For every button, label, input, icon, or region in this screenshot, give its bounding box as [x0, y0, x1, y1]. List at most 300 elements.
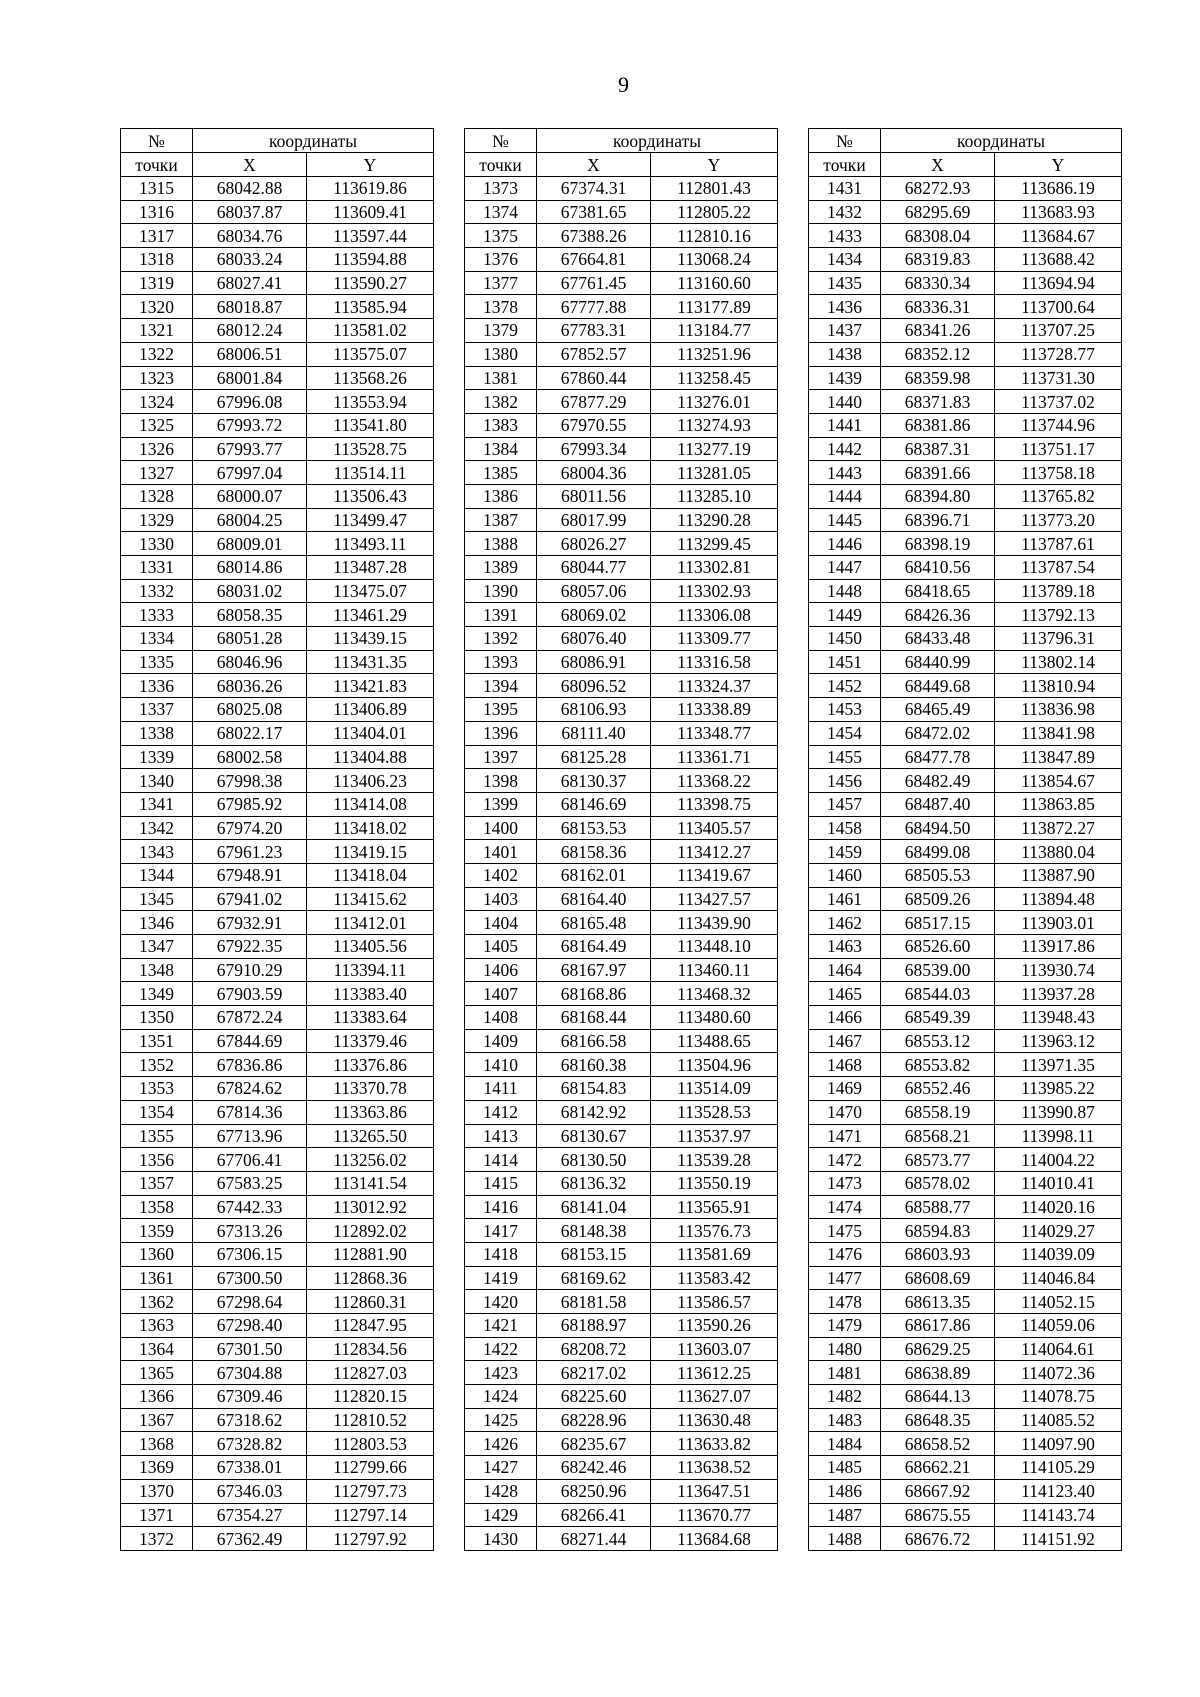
y-value: 113539.28 — [651, 1148, 778, 1172]
y-value: 113412.01 — [307, 911, 434, 935]
point-number: 1355 — [121, 1124, 193, 1148]
y-value: 113439.90 — [651, 911, 778, 935]
y-value: 113880.04 — [995, 840, 1122, 864]
x-value: 67761.45 — [537, 271, 651, 295]
point-number: 1368 — [121, 1432, 193, 1456]
y-value: 113480.60 — [651, 1006, 778, 1030]
y-value: 113415.62 — [307, 887, 434, 911]
y-value: 114151.92 — [995, 1527, 1122, 1551]
table-row — [465, 390, 778, 414]
table-row — [121, 556, 434, 580]
table-row — [465, 1006, 778, 1030]
x-value: 68017.99 — [537, 508, 651, 532]
point-number-header: № — [465, 129, 537, 153]
x-value: 68036.26 — [193, 674, 307, 698]
table-row — [465, 721, 778, 745]
y-value: 113985.22 — [995, 1077, 1122, 1101]
table-row — [809, 1408, 1122, 1432]
x-value: 67922.35 — [193, 935, 307, 959]
x-value: 67442.33 — [193, 1195, 307, 1219]
x-value: 68046.96 — [193, 650, 307, 674]
y-value: 113487.28 — [307, 556, 434, 580]
y-value: 113404.01 — [307, 721, 434, 745]
point-number: 1427 — [465, 1456, 537, 1480]
table-row — [809, 958, 1122, 982]
x-header: X — [881, 153, 995, 177]
point-number: 1485 — [809, 1456, 881, 1480]
table-row — [121, 200, 434, 224]
y-value: 113841.98 — [995, 721, 1122, 745]
point-number: 1453 — [809, 698, 881, 722]
x-value: 67304.88 — [193, 1361, 307, 1385]
table-row — [121, 177, 434, 201]
x-value: 68552.46 — [881, 1077, 995, 1101]
point-number: 1450 — [809, 627, 881, 651]
x-header: X — [193, 153, 307, 177]
point-number: 1392 — [465, 627, 537, 651]
point-number: 1328 — [121, 484, 193, 508]
x-value: 67932.91 — [193, 911, 307, 935]
point-number: 1317 — [121, 224, 193, 248]
y-value: 113583.42 — [651, 1266, 778, 1290]
header-row — [121, 153, 434, 177]
y-value: 113383.64 — [307, 1006, 434, 1030]
table-row — [465, 1456, 778, 1480]
y-value: 114064.61 — [995, 1337, 1122, 1361]
x-value: 68111.40 — [537, 721, 651, 745]
x-value: 67910.29 — [193, 958, 307, 982]
point-number: 1408 — [465, 1006, 537, 1030]
point-number: 1471 — [809, 1124, 881, 1148]
table-row — [121, 579, 434, 603]
y-value: 114059.06 — [995, 1314, 1122, 1338]
point-number: 1480 — [809, 1337, 881, 1361]
x-value: 67313.26 — [193, 1219, 307, 1243]
table-row — [465, 982, 778, 1006]
x-value: 68433.48 — [881, 627, 995, 651]
x-value: 67985.92 — [193, 792, 307, 816]
table-row — [809, 1100, 1122, 1124]
table-row — [121, 1408, 434, 1432]
x-value: 67824.62 — [193, 1077, 307, 1101]
x-value: 67993.72 — [193, 413, 307, 437]
x-value: 68130.50 — [537, 1148, 651, 1172]
x-value: 68044.77 — [537, 556, 651, 580]
table-row — [465, 1029, 778, 1053]
point-number: 1331 — [121, 556, 193, 580]
point-number: 1464 — [809, 958, 881, 982]
y-value: 113475.07 — [307, 579, 434, 603]
x-value: 68371.83 — [881, 390, 995, 414]
point-number: 1321 — [121, 319, 193, 343]
x-value: 67362.49 — [193, 1527, 307, 1551]
point-number: 1358 — [121, 1195, 193, 1219]
table-row — [121, 366, 434, 390]
x-value: 68004.36 — [537, 461, 651, 485]
x-value: 68613.35 — [881, 1290, 995, 1314]
table-row — [465, 556, 778, 580]
table-row — [465, 1124, 778, 1148]
y-value: 113990.87 — [995, 1100, 1122, 1124]
x-value: 68228.96 — [537, 1408, 651, 1432]
table-row — [121, 1385, 434, 1409]
y-value: 113765.82 — [995, 484, 1122, 508]
x-value: 68568.21 — [881, 1124, 995, 1148]
x-value: 68426.36 — [881, 603, 995, 627]
x-header: X — [537, 153, 651, 177]
x-value: 68359.98 — [881, 366, 995, 390]
y-value: 113633.82 — [651, 1432, 778, 1456]
x-value: 68166.58 — [537, 1029, 651, 1053]
y-value: 113488.65 — [651, 1029, 778, 1053]
point-number: 1391 — [465, 603, 537, 627]
y-value: 113787.61 — [995, 532, 1122, 556]
header-row — [809, 153, 1122, 177]
table-row — [465, 1219, 778, 1243]
table-row — [809, 437, 1122, 461]
table-row — [465, 200, 778, 224]
y-value: 113405.56 — [307, 935, 434, 959]
y-value: 114072.36 — [995, 1361, 1122, 1385]
table-row — [809, 461, 1122, 485]
point-number: 1402 — [465, 863, 537, 887]
point-number: 1348 — [121, 958, 193, 982]
y-value: 113575.07 — [307, 342, 434, 366]
point-number: 1373 — [465, 177, 537, 201]
x-value: 68154.83 — [537, 1077, 651, 1101]
x-value: 68181.58 — [537, 1290, 651, 1314]
y-value: 113737.02 — [995, 390, 1122, 414]
y-value: 113383.40 — [307, 982, 434, 1006]
point-number: 1445 — [809, 508, 881, 532]
table-row — [121, 1195, 434, 1219]
x-value: 67706.41 — [193, 1148, 307, 1172]
y-value: 113281.05 — [651, 461, 778, 485]
x-value: 68000.07 — [193, 484, 307, 508]
x-value: 68168.44 — [537, 1006, 651, 1030]
coordinates-table-1 — [120, 128, 434, 1551]
point-number: 1345 — [121, 887, 193, 911]
x-value: 68410.56 — [881, 556, 995, 580]
table-row — [809, 982, 1122, 1006]
y-value: 113184.77 — [651, 319, 778, 343]
coordinates-header: координаты — [193, 129, 434, 153]
y-value: 113258.45 — [651, 366, 778, 390]
point-number: 1435 — [809, 271, 881, 295]
x-value: 67996.08 — [193, 390, 307, 414]
x-value: 68588.77 — [881, 1195, 995, 1219]
table-row — [121, 745, 434, 769]
table-row — [121, 674, 434, 698]
y-value: 113847.89 — [995, 745, 1122, 769]
point-number: 1449 — [809, 603, 881, 627]
x-value: 67346.03 — [193, 1479, 307, 1503]
y-value: 113405.57 — [651, 816, 778, 840]
point-number: 1404 — [465, 911, 537, 935]
point-number: 1434 — [809, 248, 881, 272]
y-header: Y — [307, 153, 434, 177]
x-value: 68250.96 — [537, 1479, 651, 1503]
point-number: 1432 — [809, 200, 881, 224]
y-value: 113930.74 — [995, 958, 1122, 982]
point-number: 1343 — [121, 840, 193, 864]
y-value: 113177.89 — [651, 295, 778, 319]
y-value: 113309.77 — [651, 627, 778, 651]
x-value: 68638.89 — [881, 1361, 995, 1385]
point-number: 1357 — [121, 1171, 193, 1195]
x-value: 68165.48 — [537, 911, 651, 935]
x-value: 67664.81 — [537, 248, 651, 272]
table-row — [809, 1290, 1122, 1314]
y-value: 113338.89 — [651, 698, 778, 722]
y-value: 114052.15 — [995, 1290, 1122, 1314]
x-value: 67374.31 — [537, 177, 651, 201]
point-number: 1393 — [465, 650, 537, 674]
table-row — [465, 1171, 778, 1195]
coordinates-table-3 — [808, 128, 1122, 1551]
table-row — [809, 413, 1122, 437]
point-number: 1327 — [121, 461, 193, 485]
y-value: 112797.73 — [307, 1479, 434, 1503]
x-value: 68125.28 — [537, 745, 651, 769]
y-value: 113688.42 — [995, 248, 1122, 272]
point-number: 1349 — [121, 982, 193, 1006]
y-value: 113299.45 — [651, 532, 778, 556]
point-number: 1479 — [809, 1314, 881, 1338]
table-row — [809, 319, 1122, 343]
table-row — [809, 532, 1122, 556]
point-number: 1457 — [809, 792, 881, 816]
y-value: 114105.29 — [995, 1456, 1122, 1480]
point-number: 1474 — [809, 1195, 881, 1219]
table-row — [465, 1527, 778, 1551]
y-value: 113948.43 — [995, 1006, 1122, 1030]
x-value: 68069.02 — [537, 603, 651, 627]
x-value: 68025.08 — [193, 698, 307, 722]
table-row — [121, 295, 434, 319]
y-value: 113368.22 — [651, 769, 778, 793]
point-number: 1371 — [121, 1503, 193, 1527]
x-value: 67318.62 — [193, 1408, 307, 1432]
table-row — [121, 816, 434, 840]
table-row — [809, 1432, 1122, 1456]
x-value: 68558.19 — [881, 1100, 995, 1124]
table-row — [465, 1266, 778, 1290]
point-number: 1319 — [121, 271, 193, 295]
y-value: 113412.27 — [651, 840, 778, 864]
y-value: 113684.67 — [995, 224, 1122, 248]
point-number: 1374 — [465, 200, 537, 224]
x-value: 68644.13 — [881, 1385, 995, 1409]
y-value: 112847.95 — [307, 1314, 434, 1338]
x-value: 68629.25 — [881, 1337, 995, 1361]
y-value: 113285.10 — [651, 484, 778, 508]
x-value: 68086.91 — [537, 650, 651, 674]
y-value: 113863.85 — [995, 792, 1122, 816]
y-value: 113324.37 — [651, 674, 778, 698]
point-number: 1421 — [465, 1314, 537, 1338]
point-number: 1425 — [465, 1408, 537, 1432]
point-number: 1378 — [465, 295, 537, 319]
table-row — [121, 792, 434, 816]
x-value: 68603.93 — [881, 1242, 995, 1266]
table-row — [121, 390, 434, 414]
y-value: 113376.86 — [307, 1053, 434, 1077]
point-number: 1475 — [809, 1219, 881, 1243]
point-number: 1415 — [465, 1171, 537, 1195]
table-row — [121, 1053, 434, 1077]
point-number: 1433 — [809, 224, 881, 248]
x-value: 68130.37 — [537, 769, 651, 793]
y-value: 114020.16 — [995, 1195, 1122, 1219]
x-value: 68387.31 — [881, 437, 995, 461]
x-value: 67961.23 — [193, 840, 307, 864]
table-row — [121, 1124, 434, 1148]
table-row — [121, 532, 434, 556]
point-number: 1483 — [809, 1408, 881, 1432]
point-number: 1399 — [465, 792, 537, 816]
y-value: 113493.11 — [307, 532, 434, 556]
point-number: 1419 — [465, 1266, 537, 1290]
table-row — [465, 958, 778, 982]
table-row — [121, 1266, 434, 1290]
x-value: 68526.60 — [881, 935, 995, 959]
x-value: 68141.04 — [537, 1195, 651, 1219]
y-value: 113418.04 — [307, 863, 434, 887]
y-value: 112827.03 — [307, 1361, 434, 1385]
table-row — [809, 1361, 1122, 1385]
point-number: 1429 — [465, 1503, 537, 1527]
x-value: 68418.65 — [881, 579, 995, 603]
x-value: 67309.46 — [193, 1385, 307, 1409]
table-row — [809, 1077, 1122, 1101]
table-row — [809, 1242, 1122, 1266]
y-value: 112799.66 — [307, 1456, 434, 1480]
x-value: 67583.25 — [193, 1171, 307, 1195]
x-value: 68009.01 — [193, 532, 307, 556]
point-number: 1416 — [465, 1195, 537, 1219]
point-number: 1447 — [809, 556, 881, 580]
y-value: 113427.57 — [651, 887, 778, 911]
x-value: 67877.29 — [537, 390, 651, 414]
coordinates-table-2 — [464, 128, 778, 1551]
y-value: 113894.48 — [995, 887, 1122, 911]
x-value: 68051.28 — [193, 627, 307, 651]
y-value: 113379.46 — [307, 1029, 434, 1053]
table-row — [465, 579, 778, 603]
table-row — [809, 579, 1122, 603]
table-row — [121, 1456, 434, 1480]
y-value: 113160.60 — [651, 271, 778, 295]
y-value: 114010.41 — [995, 1171, 1122, 1195]
y-value: 113306.08 — [651, 603, 778, 627]
point-number: 1367 — [121, 1408, 193, 1432]
table-row — [465, 1195, 778, 1219]
table-row — [121, 437, 434, 461]
table-row — [465, 1148, 778, 1172]
point-number: 1443 — [809, 461, 881, 485]
point-number: 1469 — [809, 1077, 881, 1101]
x-value: 67948.91 — [193, 863, 307, 887]
table-row — [809, 840, 1122, 864]
y-value: 113647.51 — [651, 1479, 778, 1503]
point-number: 1470 — [809, 1100, 881, 1124]
point-number: 1428 — [465, 1479, 537, 1503]
table-row — [809, 556, 1122, 580]
x-value: 68539.00 — [881, 958, 995, 982]
x-value: 68130.67 — [537, 1124, 651, 1148]
x-value: 68449.68 — [881, 674, 995, 698]
point-number: 1344 — [121, 863, 193, 887]
x-value: 68308.04 — [881, 224, 995, 248]
y-value: 113585.94 — [307, 295, 434, 319]
table-row — [809, 1148, 1122, 1172]
x-value: 68667.92 — [881, 1479, 995, 1503]
y-value: 113751.17 — [995, 437, 1122, 461]
y-value: 113141.54 — [307, 1171, 434, 1195]
point-number: 1455 — [809, 745, 881, 769]
point-number: 1346 — [121, 911, 193, 935]
point-number: 1335 — [121, 650, 193, 674]
x-value: 68136.32 — [537, 1171, 651, 1195]
point-number: 1413 — [465, 1124, 537, 1148]
point-number: 1411 — [465, 1077, 537, 1101]
table-row — [121, 698, 434, 722]
y-value: 113553.94 — [307, 390, 434, 414]
y-value: 113514.11 — [307, 461, 434, 485]
point-number: 1472 — [809, 1148, 881, 1172]
y-value: 113404.88 — [307, 745, 434, 769]
x-value: 68235.67 — [537, 1432, 651, 1456]
table-row — [465, 1053, 778, 1077]
x-value: 67872.24 — [193, 1006, 307, 1030]
header-row — [465, 153, 778, 177]
point-number: 1446 — [809, 532, 881, 556]
y-value: 113789.18 — [995, 579, 1122, 603]
x-value: 68675.55 — [881, 1503, 995, 1527]
x-value: 67974.20 — [193, 816, 307, 840]
y-value: 113810.94 — [995, 674, 1122, 698]
table-row — [465, 461, 778, 485]
x-value: 68676.72 — [881, 1527, 995, 1551]
point-number: 1381 — [465, 366, 537, 390]
y-value: 113448.10 — [651, 935, 778, 959]
y-value: 113590.27 — [307, 271, 434, 295]
point-number: 1397 — [465, 745, 537, 769]
y-value: 113744.96 — [995, 413, 1122, 437]
header-row — [465, 129, 778, 153]
point-number: 1459 — [809, 840, 881, 864]
point-number: 1389 — [465, 556, 537, 580]
point-number: 1385 — [465, 461, 537, 485]
coordinates-header: координаты — [881, 129, 1122, 153]
x-value: 68549.39 — [881, 1006, 995, 1030]
point-number: 1473 — [809, 1171, 881, 1195]
y-value: 113683.93 — [995, 200, 1122, 224]
x-value: 68509.26 — [881, 887, 995, 911]
y-value: 113609.41 — [307, 200, 434, 224]
table-row — [121, 721, 434, 745]
x-value: 68164.40 — [537, 887, 651, 911]
y-value: 113581.69 — [651, 1242, 778, 1266]
y-value: 113937.28 — [995, 982, 1122, 1006]
y-value: 114143.74 — [995, 1503, 1122, 1527]
table-row — [465, 792, 778, 816]
x-value: 68026.27 — [537, 532, 651, 556]
y-value: 113439.15 — [307, 627, 434, 651]
table-row — [809, 271, 1122, 295]
point-number: 1360 — [121, 1242, 193, 1266]
